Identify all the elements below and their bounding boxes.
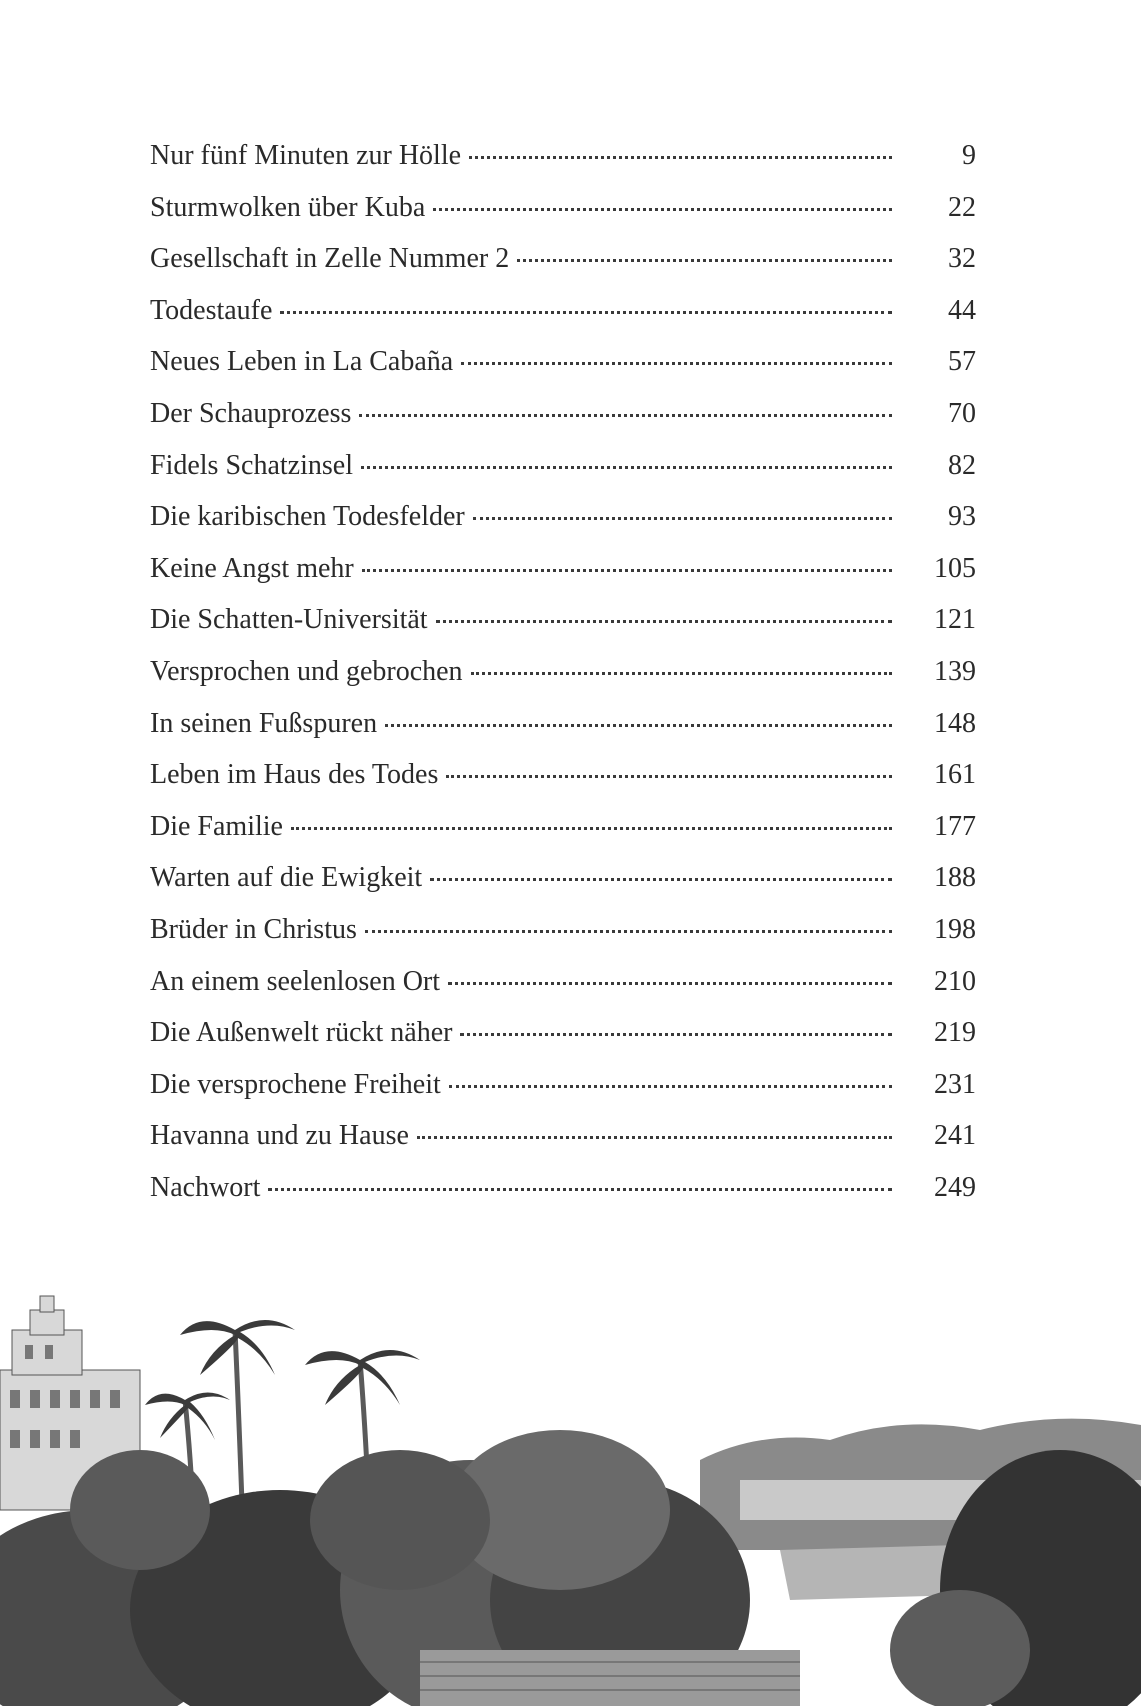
toc-page-number: 219 (934, 1017, 976, 1049)
toc-title: Die Schatten-Universität (150, 604, 428, 636)
dot-leader (385, 724, 892, 727)
toc-page-number: 198 (934, 913, 976, 945)
dot-leader (291, 827, 892, 830)
toc-title: Brüder in Christus (150, 913, 357, 945)
toc-title: Nur fünf Minuten zur Hölle (150, 140, 462, 171)
toc-entry[interactable] (150, 491, 976, 543)
dot-leader (436, 620, 892, 623)
toc-page-number: 70 (948, 397, 976, 429)
toc-title: Die Familie (150, 810, 283, 842)
dot-leader (417, 1136, 892, 1139)
toc-title: Keine Angst mehr (150, 552, 354, 584)
toc-title: Der Schauprozess (150, 397, 352, 429)
toc-page-number: 161 (934, 759, 976, 791)
dot-leader (471, 672, 892, 675)
toc-title: Fidels Schatzinsel (150, 449, 353, 481)
toc-page-number: 44 (948, 294, 976, 326)
dot-leader (433, 208, 892, 211)
toc-entry[interactable] (150, 336, 976, 388)
dot-leader (449, 1085, 892, 1088)
toc-title: Die karibischen Todesfelder (150, 501, 465, 533)
toc-page-number: 105 (934, 552, 976, 584)
dot-leader (268, 1188, 892, 1191)
toc-title: Die Außenwelt rückt näher (150, 1017, 453, 1049)
dot-leader (361, 466, 892, 469)
toc-entry[interactable] (150, 1162, 976, 1214)
toc-title: Warten auf die Ewigkeit (150, 862, 423, 894)
toc-entry[interactable] (150, 698, 976, 750)
toc-page-number: 57 (948, 346, 976, 378)
toc-page-number: 82 (948, 449, 976, 481)
toc-entry[interactable] (150, 440, 976, 492)
toc-title: Neues Leben in La Cabaña (150, 346, 454, 378)
toc-title: Havanna und zu Hause (150, 1120, 409, 1152)
toc-entry[interactable] (150, 801, 976, 853)
dot-leader (362, 569, 892, 572)
toc-page-number: 121 (934, 604, 976, 636)
toc-title: In seinen Fußspuren (150, 707, 378, 739)
toc-page-number: 241 (934, 1120, 976, 1152)
toc-title: Todestaufe (150, 294, 273, 326)
dot-leader (446, 775, 892, 778)
toc-page-number: 231 (934, 1068, 976, 1100)
toc-entry[interactable] (150, 904, 976, 956)
toc-entry[interactable] (150, 646, 976, 698)
dot-leader (280, 311, 892, 314)
toc-title: Sturmwolken über Kuba (150, 191, 426, 223)
toc-entry[interactable] (150, 1007, 976, 1059)
toc-entry[interactable] (150, 182, 976, 234)
toc-page-number: 148 (934, 707, 976, 739)
toc-entry[interactable] (150, 130, 976, 182)
toc-page-number: 177 (934, 810, 976, 842)
toc-entry[interactable] (150, 233, 976, 285)
dot-leader (469, 156, 892, 159)
toc-title: Gesellschaft in Zelle Nummer 2 (150, 243, 510, 275)
toc-entry[interactable] (150, 285, 976, 337)
toc-title: Leben im Haus des Todes (150, 759, 439, 791)
havana-cityscape-illustration (0, 1290, 1141, 1706)
dot-leader (460, 1033, 892, 1036)
dot-leader (365, 930, 892, 933)
toc-page-number: 32 (948, 243, 976, 275)
toc-entry[interactable] (150, 594, 976, 646)
stairs (420, 1650, 800, 1706)
toc-title: Versprochen und gebrochen (150, 655, 463, 687)
toc-page-number: 249 (934, 1171, 976, 1203)
toc-entry[interactable] (150, 852, 976, 904)
toc-entry[interactable] (150, 1059, 976, 1111)
toc-page-number: 139 (934, 655, 976, 687)
toc-title: Nachwort (150, 1171, 261, 1203)
dot-leader (461, 362, 892, 365)
dot-leader (517, 259, 892, 262)
toc-entry[interactable] (150, 388, 976, 440)
toc-title: An einem seelenlosen Ort (150, 965, 441, 997)
toc-entry[interactable] (150, 1110, 976, 1162)
toc-entry[interactable] (150, 543, 976, 595)
toc-page-number: 93 (948, 501, 976, 533)
toc-page-number: 22 (948, 191, 976, 223)
dot-leader (448, 982, 892, 985)
toc-page-number: 210 (934, 965, 976, 997)
dot-leader (430, 878, 892, 881)
dot-leader (359, 414, 892, 417)
dot-leader (473, 517, 892, 520)
toc-entry[interactable] (150, 749, 976, 801)
table-of-contents (150, 130, 976, 1213)
toc-page-number: 188 (934, 862, 976, 894)
toc-entry[interactable] (150, 956, 976, 1008)
toc-page-number: 9 (962, 140, 976, 171)
toc-title: Die versprochene Freiheit (150, 1068, 441, 1100)
